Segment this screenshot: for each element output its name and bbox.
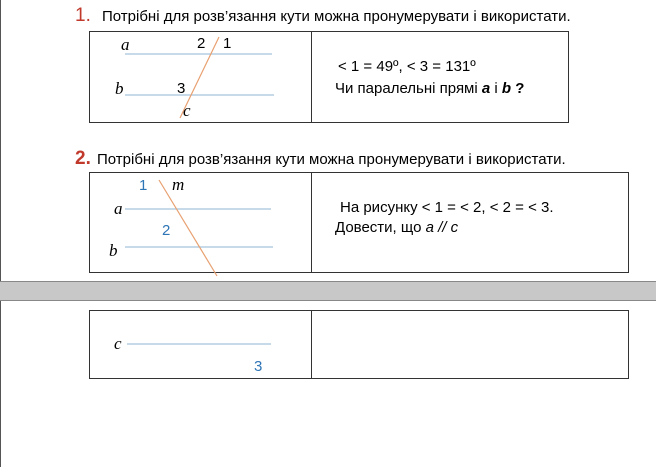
page-separator (0, 281, 656, 301)
task1-question-prefix: Чи паралельні прямі (335, 80, 478, 97)
task2-prove (335, 219, 458, 236)
task2-label-b: b (109, 241, 118, 260)
task1-number: 1. (75, 5, 91, 26)
task1-question-a: a (481, 80, 491, 97)
task1-label-a: a (121, 35, 130, 54)
task1-question-b: b (501, 80, 512, 97)
task1-angle-1-label: 1 (223, 35, 232, 52)
task1-given: < 1 = 49º, < 3 = 131º (338, 58, 476, 75)
task2-heading: Потрібні для розв’язання кути можна пронумерувати і використати. (97, 151, 566, 168)
task1-label-b: b (115, 79, 124, 98)
task2-label-m: m (172, 175, 185, 194)
task2-angle-3-label: 3 (254, 358, 263, 375)
task1-angle-2-label: 2 (197, 35, 206, 52)
page-bottom (0, 301, 656, 467)
task2-angle-2-label: 2 (162, 222, 171, 239)
task2-number: 2. (75, 148, 91, 169)
task1-heading: Потрібні для розв’язання кути можна пронумерувати і використати. (102, 8, 571, 25)
task2-label-c: c (114, 334, 122, 353)
task2-figure-cont (1, 301, 656, 467)
task2-figure (1, 0, 656, 281)
task1-question-conj: і (494, 80, 498, 97)
task2-prove-prefix: Довести, що (335, 219, 422, 236)
task1-angle-3-label: 3 (177, 80, 186, 97)
task2-angle-1-label: 1 (139, 177, 148, 194)
task1-label-c: c (183, 101, 191, 120)
task2-prove-expr: a // c (425, 219, 459, 236)
task1-question-mark: ? (515, 80, 525, 97)
task2-condition: На рисунку < 1 = < 2, < 2 = < 3. (340, 199, 554, 216)
task2-label-a: a (114, 199, 123, 218)
